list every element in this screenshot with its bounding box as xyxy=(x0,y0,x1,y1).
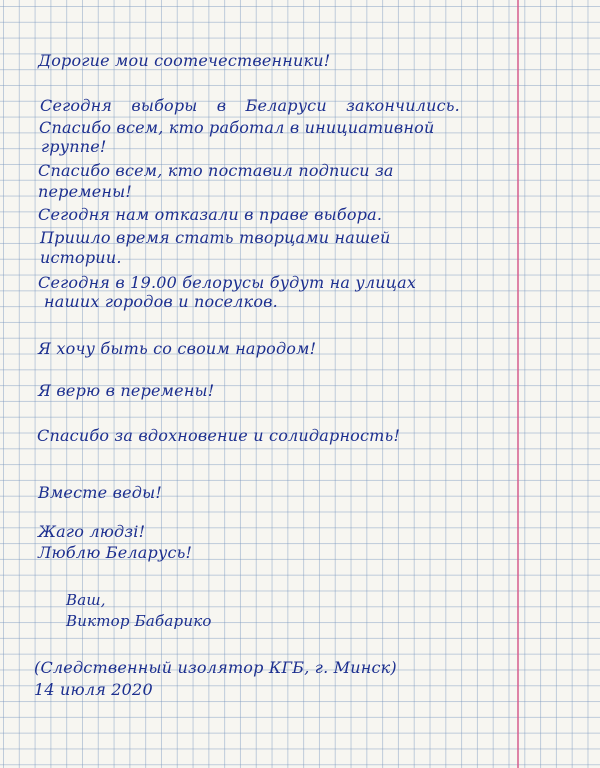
letter-paragraph-1-line-3: группе! xyxy=(41,137,107,156)
letter-paragraph-2-line-1: Спасибо всем, кто поставил подписи за xyxy=(38,161,394,180)
letter-paragraph-2-line-2: перемены! xyxy=(38,182,133,201)
letter-paragraph-6: Я хочу быть со своим народом! xyxy=(38,339,317,358)
letter-word: в xyxy=(216,96,227,115)
letter-paragraph-4-line-1: Пришло время стать творцами нашей xyxy=(40,228,391,247)
letter-word: выборы xyxy=(131,96,198,115)
letter-paragraph-3-line-1: Сегодня нам отказали в праве выбора. xyxy=(38,205,383,224)
letter-word: Беларуси xyxy=(245,96,327,115)
letter-signature-line-1: Ваш, xyxy=(66,591,106,609)
letter-paragraph-9: Вместе веды! xyxy=(38,483,162,502)
letter-paragraph-8: Спасибо за вдохновение и солидарность! xyxy=(37,426,401,445)
letter-paragraph-10-line-2: Люблю Беларусь! xyxy=(38,543,193,562)
letter-word: Сегодня xyxy=(40,96,113,115)
letter-place: (Следственный изолятор КГБ, г. Минск) xyxy=(34,658,397,677)
letter-word: закончились. xyxy=(346,96,460,115)
letter-paragraph-5-line-1: Сегодня в 19.00 белорусы будут на улицах xyxy=(38,273,417,292)
letter-paragraph-5-line-2: наших городов и поселков. xyxy=(44,292,278,311)
letter-paragraph-7: Я верю в перемены! xyxy=(38,381,215,400)
letter-paragraph-1-line-2: Спасибо всем, кто работал в инициативной xyxy=(39,118,435,137)
letter-signature-line-2: Виктор Бабарико xyxy=(66,612,212,630)
letter-date: 14 июля 2020 xyxy=(34,680,153,699)
letter-paragraph-4-line-2: истории. xyxy=(40,248,122,267)
letter-paragraph-10-line-1: Жаго людзі! xyxy=(38,522,146,541)
letter-salutation: Дорогие мои соотечественники! xyxy=(38,51,331,70)
letter-paragraph-1-line-1 xyxy=(40,97,460,115)
